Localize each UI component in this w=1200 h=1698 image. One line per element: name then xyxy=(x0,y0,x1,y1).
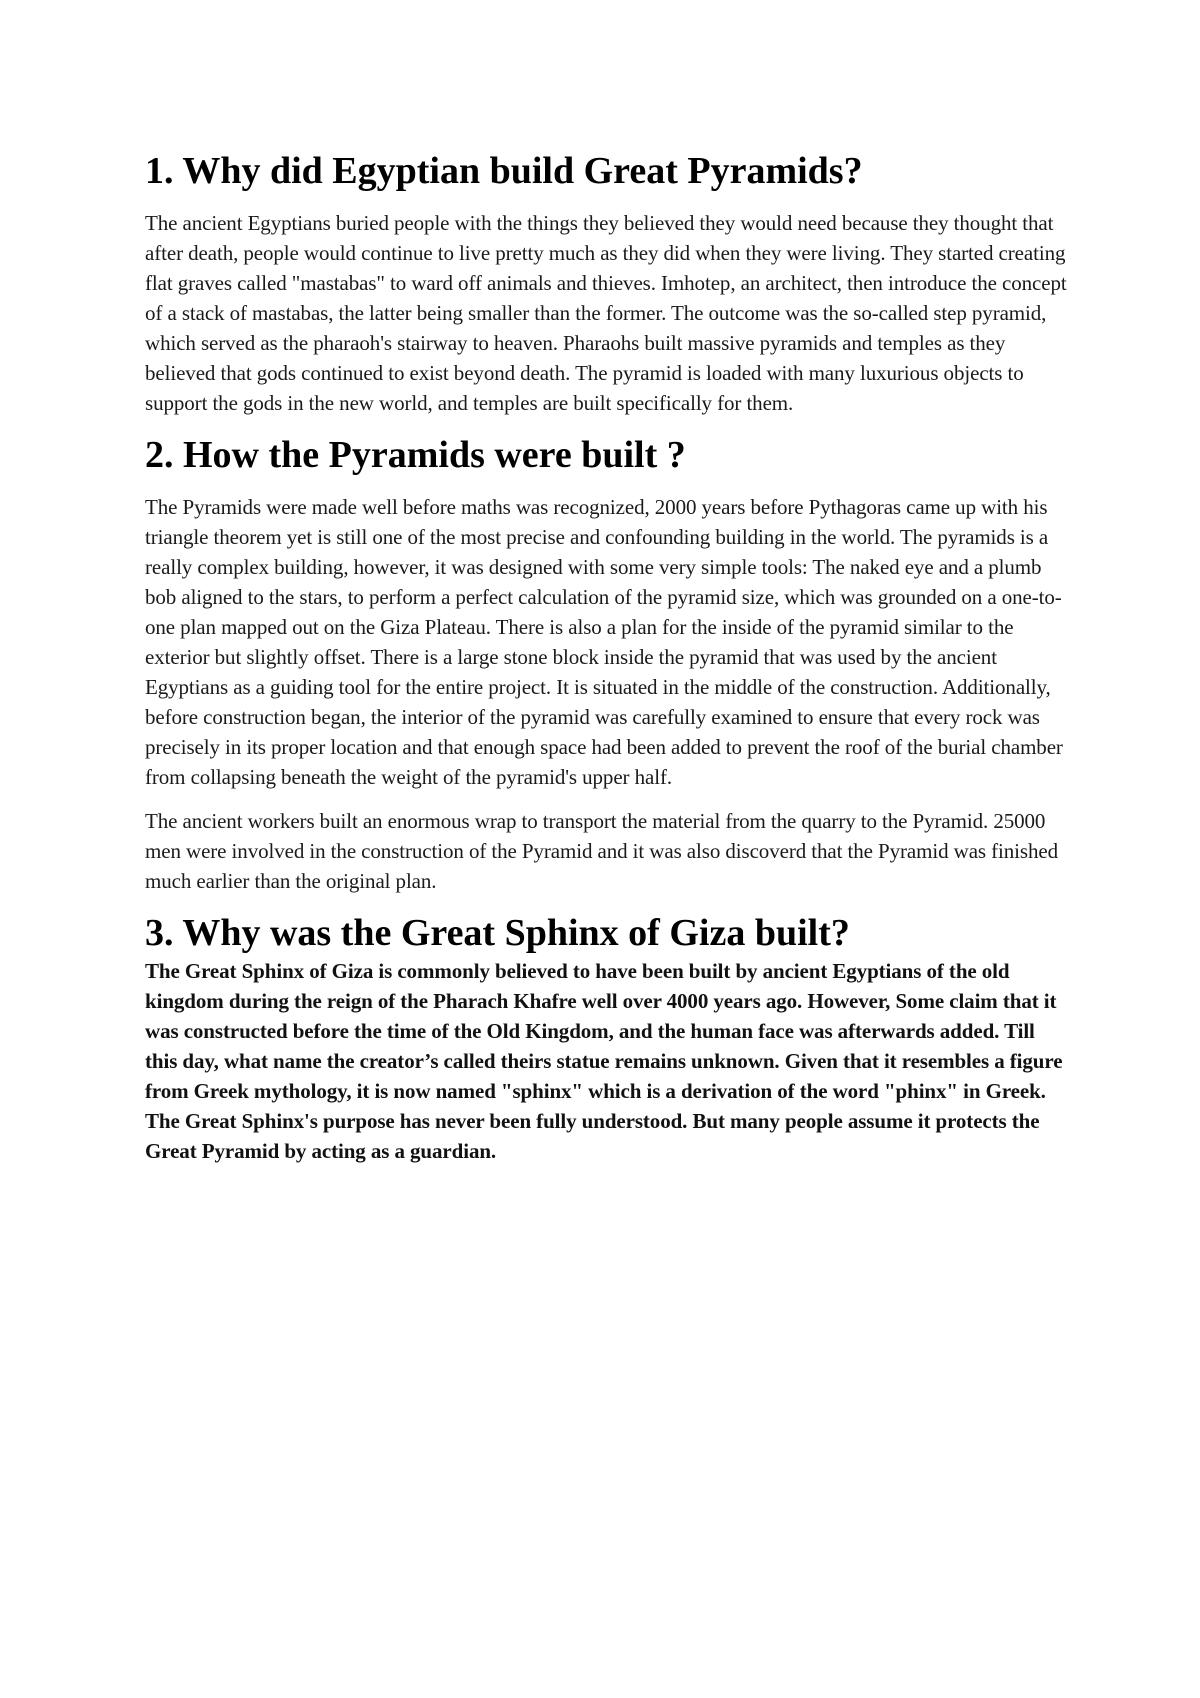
section-3-heading: 3. Why was the Great Sphinx of Giza built? xyxy=(145,912,850,954)
section-1-heading: 1. Why did Egyptian build Great Pyramids? xyxy=(145,150,863,192)
section-2-heading: 2. How the Pyramids were built ? xyxy=(145,434,686,476)
document-body xyxy=(145,148,1070,1180)
section-1-paragraph-1: The ancient Egyptians buried people with the things they believed they would need because they thought that after death, people would continue to live pretty much as they did when they were living. They started creating flat graves called "mastabas" to ward off animals and thieves. Imhotep, an architect, then introduce the concept of a stack of mastabas, the latter being smaller than the former. The outcome was the so-called step pyramid, which served as the pharaoh's stairway to heaven. Pharaohs built massive pyramids and temples as they believed that gods continued to exist beyond death. The pyramid is loaded with many luxurious objects to support the gods in the new world, and temples are built specifically for them. xyxy=(145,211,1067,415)
section-3-paragraph-1: The Great Sphinx of Giza is commonly believed to have been built by ancient Egyptians of the old kingdom during the reign of the Pharach Khafre well over 4000 years ago. However, Some claim that it was constructed before the time of the Old Kingdom, and the human face was afterwards added. Till this day, what name the creator’s called theirs statue remains unknown. Given that it resembles a figure from Greek mythology, it is now named "sphinx" which is a derivation of the word "phinx" in Greek. The Great Sphinx's purpose has never been fully understood. But many people assume it protects the Great Pyramid by acting as a guardian. xyxy=(145,959,1063,1163)
section-2-paragraph-1: The Pyramids were made well before maths was recognized, 2000 years before Pythagoras came up with his triangle theorem yet is still one of the most precise and confounding building in the world. The pyramids is a really complex building, however, it was designed with some very simple tools: The naked eye and a plumb bob aligned to the stars, to perform a perfect calculation of the pyramid size, which was grounded on a one-to-one plan mapped out on the Giza Plateau. There is also a plan for the inside of the pyramid similar to the exterior but slightly offset. There is a large stone block inside the pyramid that was used by the ancient Egyptians as a guiding tool for the entire project. It is situated in the middle of the construction. Additionally, before construction began, the interior of the pyramid was carefully examined to ensure that every rock was precisely in its proper location and that enough space had been added to prevent the roof of the burial chamber from collapsing beneath the weight of the pyramid's upper half. xyxy=(145,495,1063,789)
section-2-paragraph-2: The ancient workers built an enormous wrap to transport the material from the quarry to the Pyramid. 25000 men were involved in the construction of the Pyramid and it was also discoverd that the Pyramid was finished much earlier than the original plan. xyxy=(145,809,1058,893)
